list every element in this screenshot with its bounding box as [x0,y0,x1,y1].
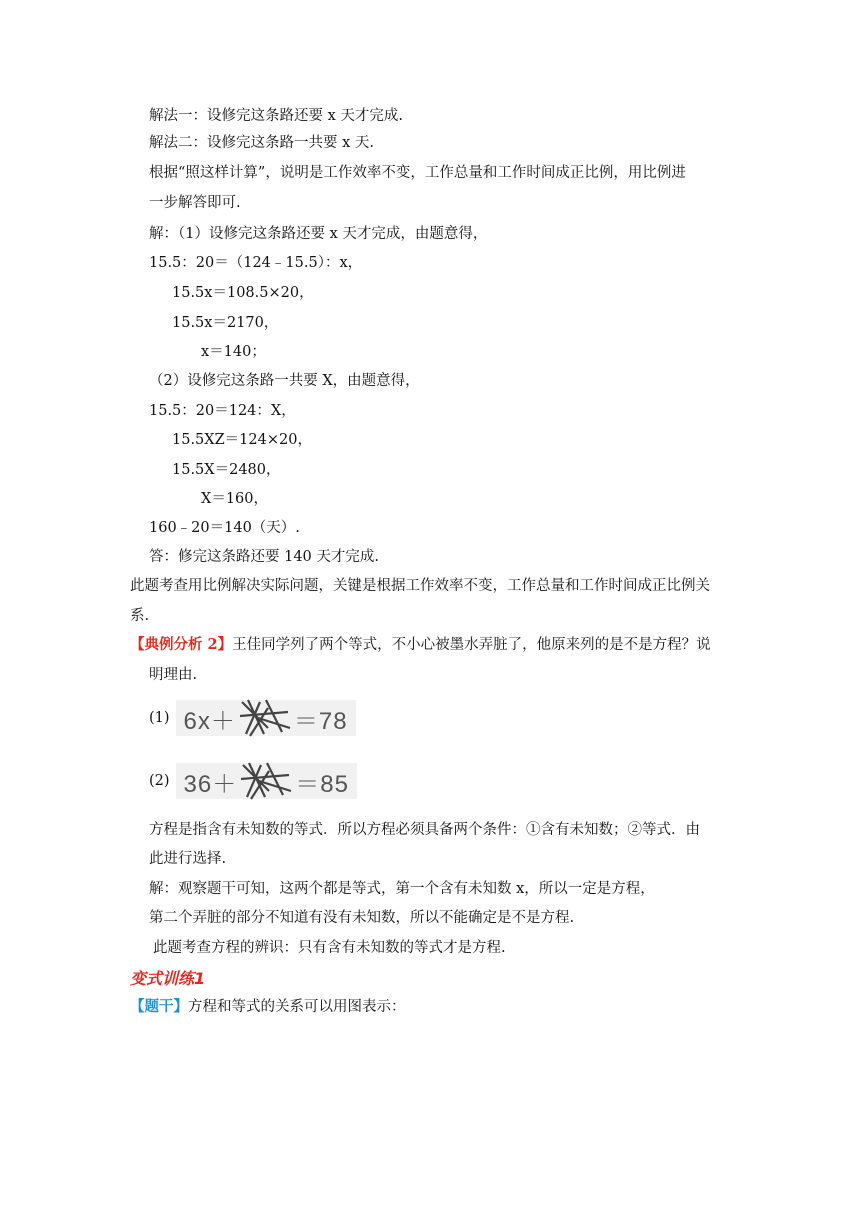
ink-blot-icon [239,761,293,801]
question-stem-tag: 【题干】 [130,998,188,1015]
example-2-question [130,635,711,655]
solution-2-line-2: 第二个弄脏的部分不知道有没有未知数，所以不能确定是不是方程. [149,910,575,926]
example-2-question-cont: 明理由. [149,667,198,683]
equation-right: ＝78 [293,707,348,735]
ink-blot-icon [238,698,292,738]
equation-line: 15.5X＝2480， [172,462,281,478]
equation-line: 15.5x＝108.5×20， [172,285,314,301]
equation-left: 6x＋ [183,707,236,735]
equation-line: 15.5XZ＝124×20， [172,432,312,448]
section-heading: 变式训练1 [130,969,206,988]
analysis-2-line-1: 方程是指含有未知数的等式．所以方程必须具备两个条件：①含有未知数；②等式．由 [149,822,700,838]
question-stem [130,997,406,1017]
example-2-text: 王佳同学列了两个等式，不小心被墨水弄脏了，他原来列的是不是方程？说 [232,637,711,653]
equation-number: (1) [149,710,170,726]
answer-line: 答：修完这条路还要 140 天才完成. [149,549,380,565]
solution-method-2: 解法二：设修完这条路一共要 x 天. [149,135,375,151]
comment-line-1: 此题考查用比例解决实际问题，关键是根据工作效率不变，工作总量和工作时间成正比例关 [130,578,710,594]
solution-2-line-1: 解：观察题干可知，这两个都是等式，第一个含有未知数 x，所以一定是方程， [149,881,655,897]
analysis-line-2: 一步解答即可. [149,195,241,211]
analysis-line-1: 根据“照这样计算”，说明是工作效率不变，工作总量和工作时间成正比例，用比例进 [149,165,686,181]
equation-picture [176,700,356,736]
equation-right: ＝85 [295,770,349,798]
equation-picture [176,763,357,799]
solution-part-1: 解：（1）设修完这条路还要 x 天才完成，由题意得， [149,226,488,242]
equation-left: 36＋ [183,770,238,798]
equation-line: 15.5：20＝（124﹣15.5）：x， [149,255,363,271]
equation-line: x＝140； [201,344,266,360]
comment-line-2: 系. [130,608,150,624]
smudged-equation-2 [149,763,357,799]
example-2-tag: 【典例分析 2】 [130,636,233,653]
equation-line: X＝160， [201,491,268,507]
analysis-2-line-2: 此进行选择. [149,851,227,867]
equation-line: 15.5：20＝124：X， [149,403,296,419]
comment-2-line: 此题考查方程的辨识：只有含有未知数的等式才是方程. [153,940,506,956]
solution-method-1: 解法一：设修完这条路还要 x 天才完成. [149,108,404,124]
smudged-equation-1 [149,700,356,736]
question-stem-text: 方程和等式的关系可以用图表示： [188,999,406,1015]
equation-line: 160﹣20＝140（天）. [149,520,300,536]
solution-part-2: （2）设修完这条路一共要 X，由题意得， [149,373,420,389]
equation-number: (2) [149,773,170,789]
equation-line: 15.5x＝2170， [172,315,279,331]
